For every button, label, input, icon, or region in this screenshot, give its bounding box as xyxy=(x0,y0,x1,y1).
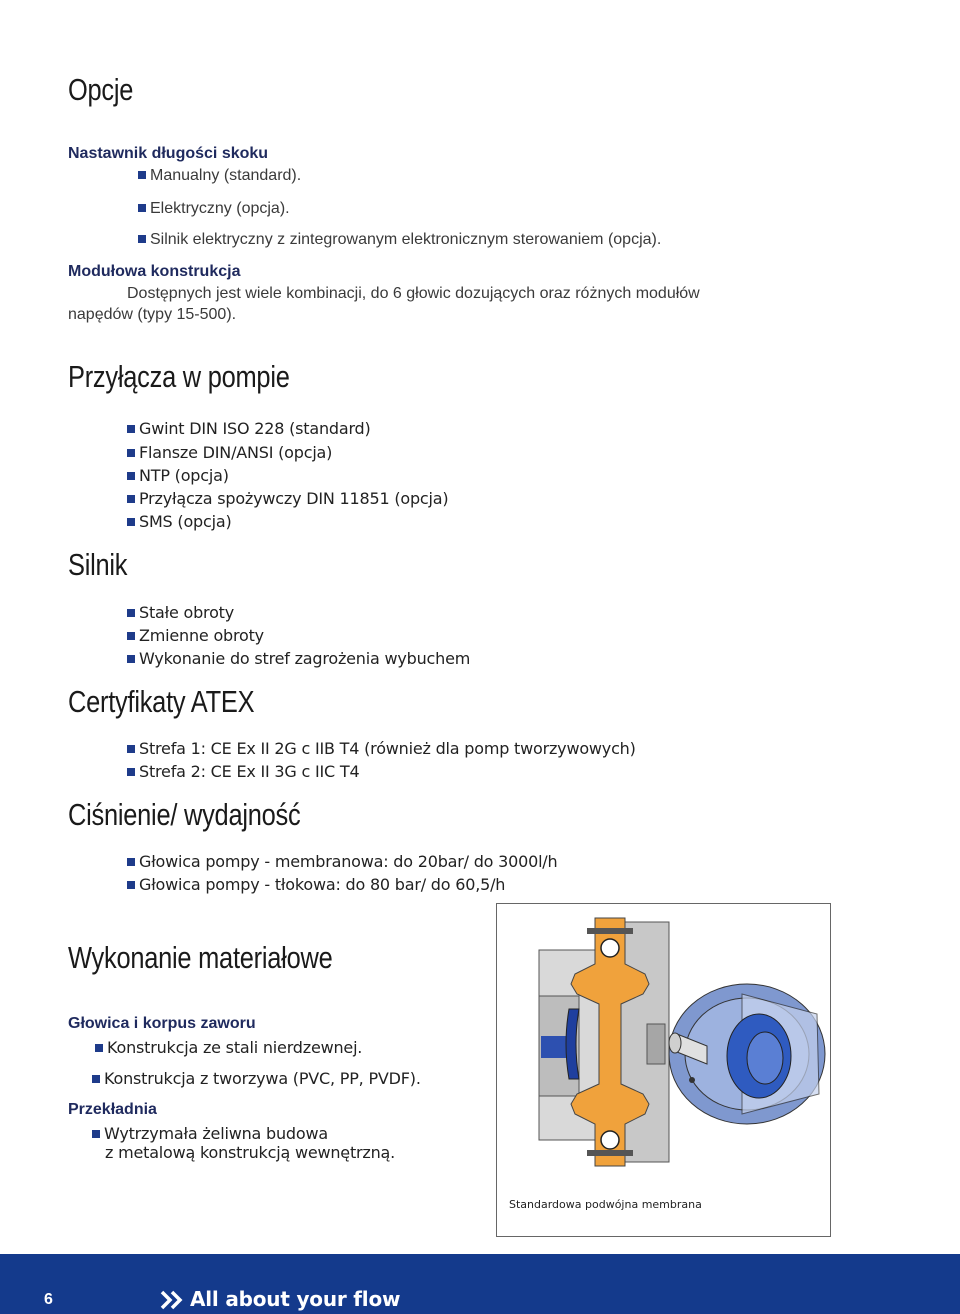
przylacza-item: Gwint DIN ISO 228 (standard) xyxy=(127,419,371,438)
modular-heading: Modułowa konstrukcja xyxy=(68,263,241,280)
head-item: Konstrukcja z tworzywa (PVC, PP, PVDF). xyxy=(92,1069,421,1088)
cisnienie-title: Ciśnienie/ wydajność xyxy=(68,797,301,832)
bullet-icon xyxy=(95,1044,103,1052)
stroke-heading: Nastawnik długości skoku xyxy=(68,145,269,162)
przylacza-item: SMS (opcja) xyxy=(127,512,231,531)
page-number: 6 xyxy=(44,1291,53,1308)
bullet-icon xyxy=(127,655,135,663)
double-diaphragm-illustration xyxy=(497,904,830,1184)
head-heading: Głowica i korpus zaworu xyxy=(68,1015,256,1032)
bullet-icon xyxy=(138,204,146,212)
cisnienie-item: Głowica pompy - tłokowa: do 80 bar/ do 60,5/h xyxy=(127,875,505,894)
bullet-icon xyxy=(127,472,135,480)
gear-text: Wytrzymała żeliwna budowa xyxy=(92,1124,328,1143)
bullet-icon xyxy=(92,1130,100,1138)
footer-slogan: All about your flow xyxy=(190,1287,401,1311)
stroke-item: Elektryczny (opcja). xyxy=(138,200,290,218)
figure-caption: Standardowa podwójna membrana xyxy=(509,1198,702,1211)
footer-bar xyxy=(0,1254,960,1314)
przylacza-item: Przyłącza spożywczy DIN 11851 (opcja) xyxy=(127,489,448,508)
cisnienie-item: Głowica pompy - membranowa: do 20bar/ do 3000l/h xyxy=(127,852,557,871)
figure-box xyxy=(496,903,831,1237)
wykonanie-title: Wykonanie materiałowe xyxy=(68,940,333,975)
bullet-icon xyxy=(127,425,135,433)
silnik-title: Silnik xyxy=(68,547,128,582)
atex-title: Certyfikaty ATEX xyxy=(68,684,255,719)
opcje-title: Opcje xyxy=(68,72,134,107)
gear-heading: Przekładnia xyxy=(68,1101,157,1118)
atex-item: Strefa 1: CE Ex II 2G c IIB T4 (również dla pomp tworzywowych) xyxy=(127,739,636,758)
przylacza-title: Przyłącza w pompie xyxy=(68,359,290,394)
modular-text-line2: napędów (typy 15-500). xyxy=(68,306,237,323)
stroke-item: Silnik elektryczny z zintegrowanym elektronicznym sterowaniem (opcja). xyxy=(138,231,661,249)
silnik-item: Wykonanie do stref zagrożenia wybuchem xyxy=(127,649,470,668)
double-chevron-icon xyxy=(160,1290,184,1310)
bullet-icon xyxy=(127,858,135,866)
stroke-item: Manualny (standard). xyxy=(138,167,301,185)
bullet-icon xyxy=(127,632,135,640)
bullet-icon xyxy=(127,609,135,617)
bullet-icon xyxy=(127,745,135,753)
przylacza-item: Flansze DIN/ANSI (opcja) xyxy=(127,443,332,462)
bullet-icon xyxy=(127,768,135,776)
przylacza-item: NTP (opcja) xyxy=(127,466,229,485)
modular-text-line1: Dostępnych jest wiele kombinacji, do 6 głowic dozujących oraz różnych modułów xyxy=(127,285,700,302)
bullet-icon xyxy=(127,518,135,526)
bullet-icon xyxy=(127,495,135,503)
silnik-item: Zmienne obroty xyxy=(127,626,264,645)
bullet-icon xyxy=(138,235,146,243)
bullet-icon xyxy=(127,449,135,457)
atex-item: Strefa 2: CE Ex II 3G c IIC T4 xyxy=(127,762,359,781)
bullet-icon xyxy=(127,881,135,889)
head-item: Konstrukcja ze stali nierdzewnej. xyxy=(95,1038,362,1057)
bullet-icon xyxy=(138,171,146,179)
silnik-item: Stałe obroty xyxy=(127,603,234,622)
bullet-icon xyxy=(92,1075,100,1083)
gear-text-line2: z metalową konstrukcją wewnętrzną. xyxy=(105,1143,396,1162)
